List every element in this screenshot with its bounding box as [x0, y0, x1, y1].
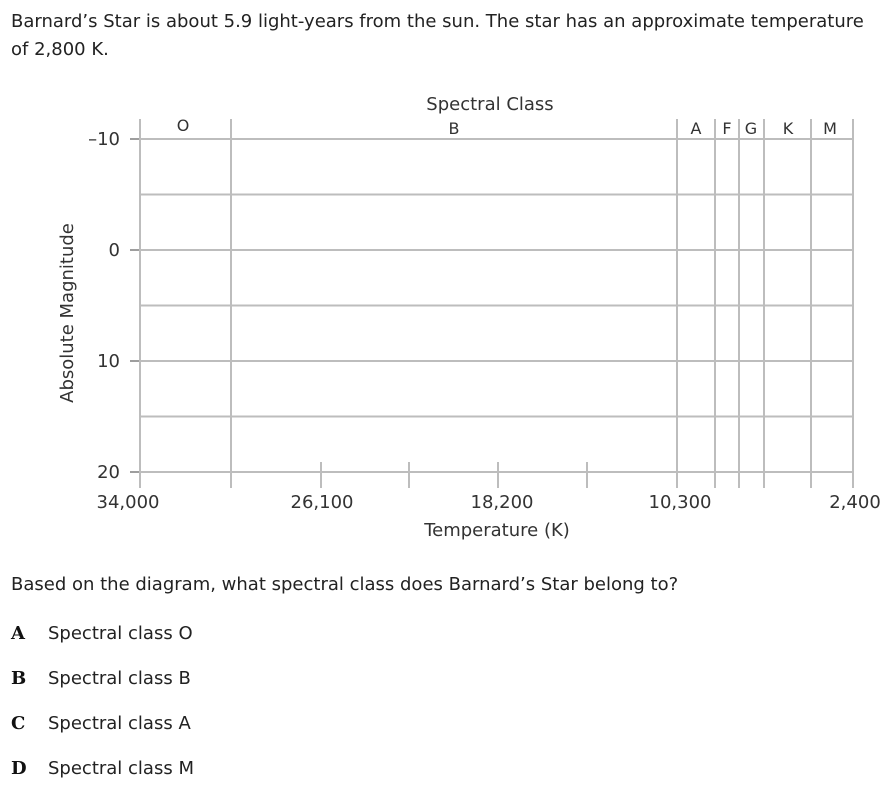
spectral-class-label: A: [690, 119, 702, 138]
option-c[interactable]: [11, 710, 194, 755]
x-tick-label: 18,200: [470, 492, 534, 513]
y-tick-label: 10: [97, 351, 120, 372]
grid-layer: [130, 119, 853, 488]
hr-diagram: [0, 80, 895, 550]
question-text: Based on the diagram, what spectral class does Barnard’s Star belong to?: [11, 574, 679, 595]
option-a[interactable]: [11, 620, 194, 665]
option-letter: B: [11, 668, 27, 689]
chart-title: Spectral Class: [426, 94, 554, 115]
x-tick-label: 34,000: [96, 492, 160, 513]
y-tick-label: 0: [108, 240, 120, 261]
option-letter: A: [11, 623, 25, 644]
option-text: Spectral class B: [48, 668, 191, 689]
spectral-class-label: B: [448, 119, 460, 138]
option-text: Spectral class M: [48, 758, 194, 779]
y-tick-label: 20: [97, 462, 120, 483]
spectral-class-labels: [177, 116, 837, 138]
y-tick-labels: [88, 129, 120, 483]
answer-options: [11, 620, 194, 800]
spectral-class-label: K: [782, 119, 794, 138]
option-text: Spectral class O: [48, 623, 193, 644]
option-d[interactable]: [11, 755, 194, 800]
spectral-class-label: O: [176, 116, 190, 135]
x-tick-label: 10,300: [648, 492, 712, 513]
x-tick-labels: [97, 492, 881, 513]
spectral-class-label: M: [823, 119, 837, 138]
intro-text: Barnard’s Star is about 5.9 light-years from the sun. The star has an approximate temperature of 2,800 K.: [11, 11, 864, 60]
option-b[interactable]: [11, 665, 194, 710]
option-text: Spectral class A: [48, 713, 191, 734]
spectral-class-label: G: [744, 119, 758, 138]
option-letter: C: [11, 713, 26, 734]
x-tick-label: 2,400: [829, 492, 881, 513]
y-tick-label: –10: [88, 129, 120, 150]
x-axis-label: Temperature (K): [424, 520, 570, 541]
spectral-class-label: F: [722, 119, 732, 138]
y-axis-label: Absolute Magnitude: [57, 223, 78, 403]
x-tick-label: 26,100: [290, 492, 354, 513]
option-letter: D: [11, 758, 27, 779]
